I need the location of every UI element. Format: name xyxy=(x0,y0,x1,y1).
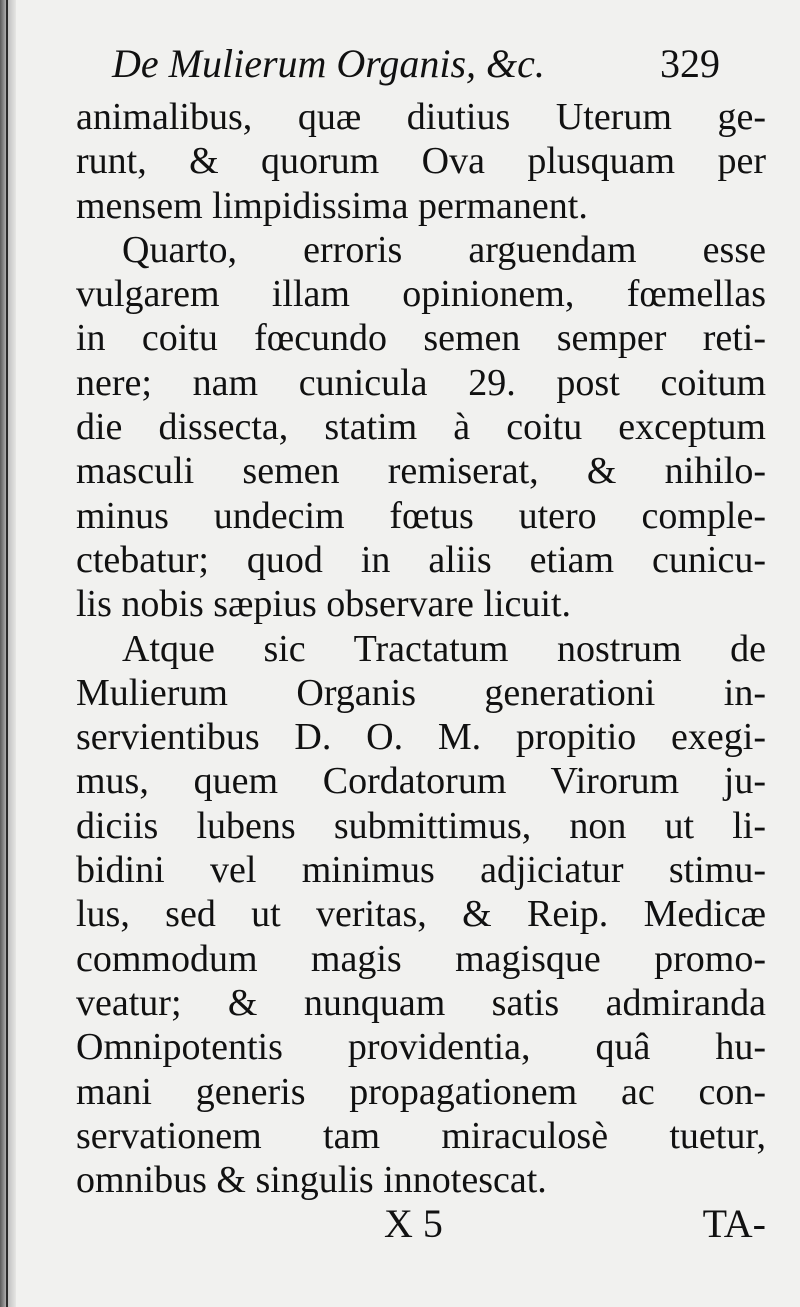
text-line: masculi semen remiserat, & nihilo- xyxy=(76,450,766,493)
text-line: in coitu fœcundo semen semper reti- xyxy=(76,317,766,360)
text-line: Atque sic Tractatum nostrum de xyxy=(122,627,766,670)
text-line: nere; nam cunicula 29. post coitum xyxy=(76,361,766,404)
text-line: servientibus D. O. M. propitio exegi- xyxy=(76,716,766,759)
text-line: Omnipotentis providentia, quâ hu- xyxy=(76,1026,766,1069)
text-line: diciis lubens submittimus, non ut li- xyxy=(76,804,766,847)
page-edge xyxy=(6,0,8,1307)
text-line: servationem tam miraculosè tuetur, xyxy=(76,1114,766,1157)
text-line: die dissecta, statim à coitu exceptum xyxy=(76,406,766,449)
text-line: minus undecim fœtus utero comple- xyxy=(76,494,766,537)
text-line: Quarto, erroris arguendam esse xyxy=(122,228,766,271)
text-line: animalibus, quæ diutius Uterum ge- xyxy=(76,96,766,138)
page-gutter-shadow xyxy=(0,0,16,1307)
text-line: mus, quem Cordatorum Virorum ju- xyxy=(76,760,766,803)
text-line: mensem limpidissima permanent. xyxy=(76,184,588,227)
text-line: omnibus & singulis innotescat. xyxy=(76,1159,547,1202)
catchword: TA- xyxy=(702,1201,766,1246)
page-number: 329 xyxy=(660,41,720,86)
running-head-title: De Mulierum Organis, &c. xyxy=(112,41,545,86)
signature-mark: X 5 xyxy=(384,1201,443,1246)
text-line: lus, sed ut veritas, & Reip. Medicæ xyxy=(76,893,766,936)
running-head xyxy=(112,40,770,90)
body-text xyxy=(76,95,766,1202)
text-line: ctebatur; quod in aliis etiam cunicu- xyxy=(76,538,766,581)
text-line: mani generis propagationem ac con- xyxy=(76,1070,766,1113)
text-line: runt, & quorum Ova plusquam per xyxy=(76,140,766,183)
text-line: bidini vel minimus adjiciatur stimu- xyxy=(76,849,766,892)
text-line: Mulierum Organis generationi in- xyxy=(76,671,766,714)
text-line: commodum magis magisque promo- xyxy=(76,937,766,980)
page-footer xyxy=(76,1200,766,1250)
text-line: lis nobis sæpius observare licuit. xyxy=(76,583,572,626)
text-line: veatur; & nunquam satis admiranda xyxy=(76,981,766,1024)
text-line: vulgarem illam opinionem, fœmellas xyxy=(76,273,766,316)
